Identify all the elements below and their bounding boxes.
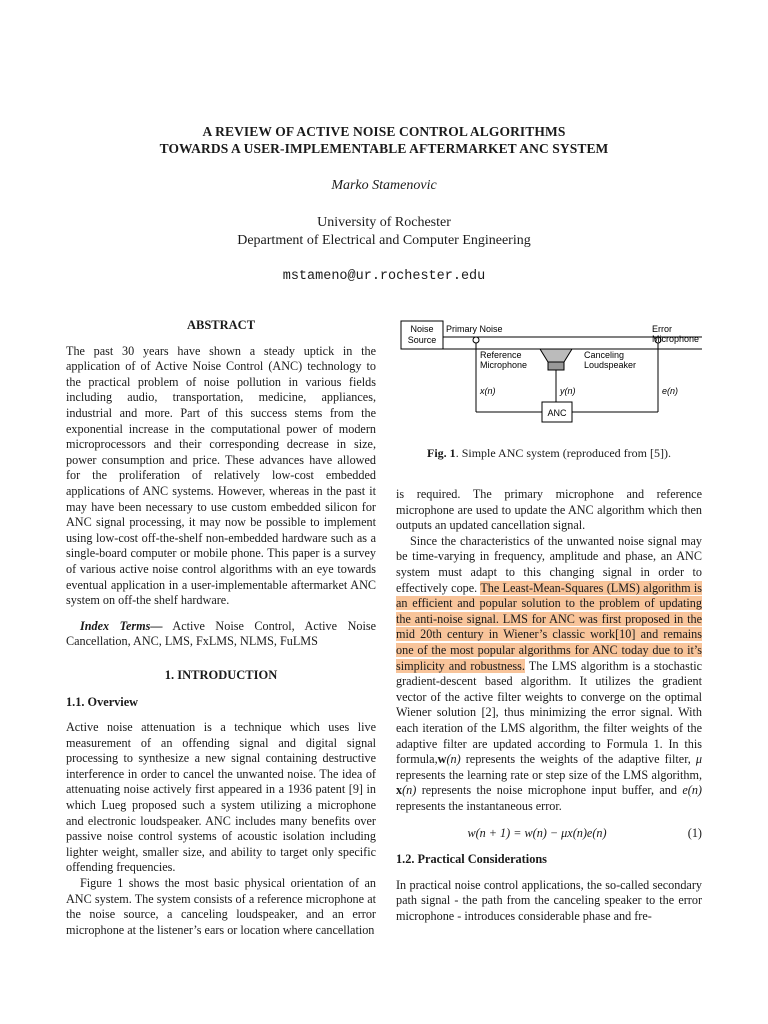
reference-mic-label-2: Microphone — [480, 360, 528, 370]
index-terms-label: Index Terms— — [80, 618, 163, 633]
highlighted-text: The Least-Mean-Squares (LMS) algorithm is an efficient and popular solution to the problem of updating the anti-noise signal. LMS for ANC was first proposed in the mid 20th century in Wiener’s classic work[10] and remains one of the most popular algorithms for ANC today due to it’s simplicity and robustness. — [396, 580, 702, 673]
figure-caption-label: Fig. 1 — [427, 446, 456, 460]
abstract-text: The past 30 years have shown a steady uptick in the application of of Active Noise Control (ANC) technology to the practical problem of noise pollution in various fields including audio, transportation, medicine, appliances, industrial and more. Part of this success stems from the exponential increase in the computational power of modern microprocessors and their corresponding decrease in size, power consumption and price. These advances have allowed for the proliferation of relatively low-cost embedded applications of ANC systems. However, whereas in the past it may have been necessary to use custom embedded silicon for ANC signal processing, it may now be possible to implement using low-cost off-the-shelf non-embedded hardware such as a single-board computer or mobile phone. This paper is a survey of various active noise control algorithms with an eye towards eventual application in a user-implementable aftermarket ANC system on off-the shelf hardware. — [66, 343, 376, 608]
equation-1 — [396, 826, 702, 842]
right-paragraph-3: In practical noise control applications, the so-called secondary path signal - the path from the canceling speaker to the error microphone - introduces considerable phase and fre- — [396, 877, 702, 923]
title-line-1: A REVIEW OF ACTIVE NOISE CONTROL ALGORITHMS — [202, 124, 566, 139]
primary-noise-label: Primary Noise — [446, 324, 503, 334]
error-mic-label-1: Error — [652, 324, 672, 334]
left-column — [66, 318, 376, 938]
figure-caption-text: . Simple ANC system (reproduced from [5]). — [455, 446, 671, 460]
right-column — [396, 487, 702, 924]
y-signal-label: y(n) — [560, 386, 576, 396]
reference-microphone-icon — [473, 337, 479, 343]
equation-number: (1) — [687, 826, 702, 841]
figure-1-caption — [396, 446, 702, 461]
x-signal-label: x(n) — [480, 386, 496, 396]
figure-1-anc-diagram — [396, 318, 702, 430]
introduction-heading: 1. INTRODUCTION — [164, 667, 278, 682]
e-signal-label: e(n) — [662, 386, 679, 396]
loudspeaker-icon — [540, 349, 572, 362]
index-terms-text: Active Noise Control, Active Noise Cancellation, ANC, LMS, FxLMS, NLMS, FuLMS — [66, 618, 376, 649]
practical-considerations-heading: 1.2. Practical Considerations — [396, 852, 547, 867]
equation-expression: w(n + 1) = w(n) − μx(n)e(n) — [467, 826, 607, 841]
right-paragraph-1: is required. The primary microphone and reference microphone are used to update the ANC algorithm which then outputs an updated cancellation signal. — [396, 487, 702, 533]
canceling-label-1: Canceling — [584, 350, 625, 360]
paper-title — [0, 123, 768, 157]
index-terms — [66, 619, 376, 650]
intro-paragraph-2: Figure 1 shows the most basic physical orientation of an ANC system. The system consists of a reference microphone at the noise source, a canceling loudspeaker, and an error microphone at the listener’s ears or location where cancellation — [66, 876, 376, 937]
overview-heading: 1.1. Overview — [66, 695, 139, 710]
noise-source-label-2: Source — [407, 335, 437, 345]
canceling-label-2: Loudspeaker — [584, 360, 637, 370]
error-mic-label-2: Microphone — [652, 334, 700, 344]
reference-mic-label-1: Reference — [480, 350, 522, 360]
right-paragraph-2: Since the characteristics of the unwanted noise signal may be time-varying in frequency, amplitude and phase, an ANC system must adapt to this changing signal in order to effectively cope. The Least-Mean-Squares (LMS) algorithm is an efficient and popular solution to the problem of updating the anti-noise signal. LMS for ANC was first proposed in the mid 20th century in Wiener’s classic work[10] and remains one of the most popular algorithms for ANC today due to it’s simplicity and robustness. The LMS algorithm is a stochastic gradient-descent based algorithm. It utilizes the gradient vector of the active filter weights to converge on the optimal Wiener solution [2], thus minimizing the error signal. With each iteration of the LMS algorithm, the filter weights of the adaptive filter are updated according to Formula 1. In this formula,w(n) represents the weights of the adaptive filter, μ represents the learning rate or step size of the LMS algorithm, x(n) represents the noise microphone input buffer, and e(n) represents the instantaneous error. — [396, 533, 702, 813]
affiliation — [0, 214, 768, 250]
affiliation-department: Department of Electrical and Computer Engineering — [237, 233, 531, 248]
intro-paragraph-1: Active noise attenuation is a technique which uses live measurement of an offending signal and digital signal processing to synthesize a new signal containing destructive interference in order to cancel the unwanted noise. The idea of attenuating noise actively first appeared in a 1936 patent [9] in which Lueg proposed such a system utilizing a microphone and electronic loudspeaker. ANC includes many benefits over passive noise control systems of acoustic isolation including lighter weight, smaller size, and ability to target only specific offending frequencies. — [66, 720, 376, 875]
title-line-2: TOWARDS A USER-IMPLEMENTABLE AFTERMARKET ANC SYSTEM — [159, 141, 609, 156]
author-name: Marko Stamenovic — [331, 178, 437, 193]
anc-label: ANC — [547, 408, 567, 418]
noise-source-label-1: Noise — [410, 324, 434, 334]
abstract-heading: ABSTRACT — [186, 318, 256, 332]
affiliation-university: University of Rochester — [317, 215, 451, 230]
author-email: mstameno@ur.rochester.edu — [282, 269, 486, 284]
anc-diagram-svg — [396, 318, 702, 430]
